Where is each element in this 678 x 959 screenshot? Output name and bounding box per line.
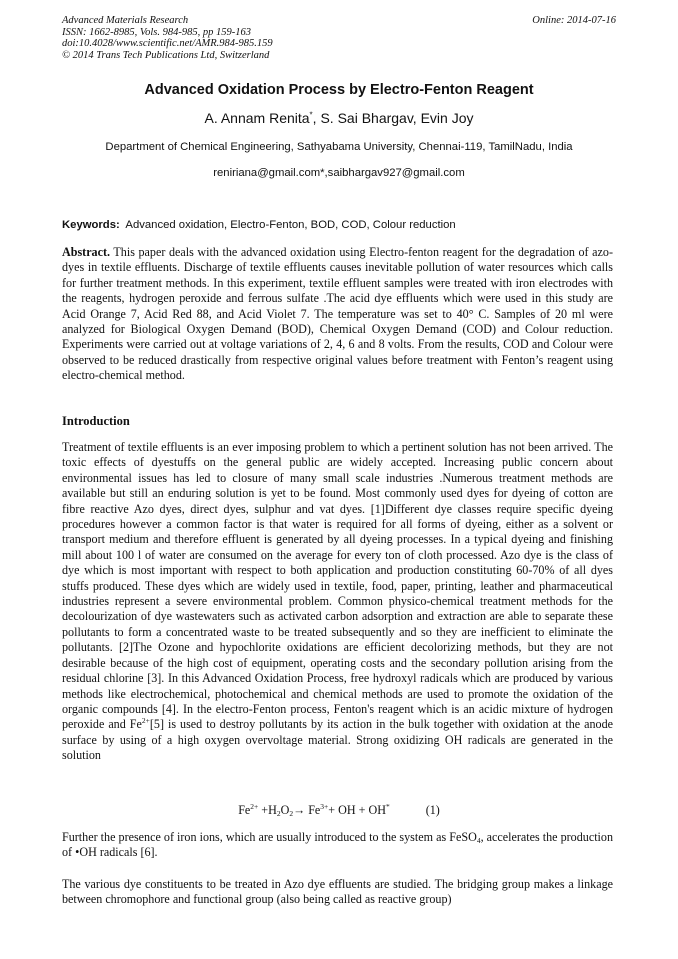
section-heading-introduction: Introduction xyxy=(62,414,130,428)
eq-term: +H xyxy=(258,803,277,817)
author-first: A. Annam Renita xyxy=(204,110,310,126)
online-date: Online: 2014-07-16 xyxy=(532,15,616,26)
paragraph-text: , accelerates the production of •OH radicals [6]. xyxy=(62,830,614,860)
keywords xyxy=(62,219,616,231)
affiliation: Department of Chemical Engineering, Sathyabama University, Chennai-119, TamilNadu, India xyxy=(105,141,573,153)
eq-term: + OH + OH xyxy=(328,803,386,817)
eq-sup: 2+ xyxy=(250,802,259,811)
author-rest: , S. Sai Bhargav, Evin Joy xyxy=(312,110,474,126)
eq-sub: 2 xyxy=(289,809,294,818)
intro-text: Treatment of textile effluents is an ever imposing problem to which a pertinent solution has not been arrived. The toxic effects of dyestuffs on the general public are widely accepted. Increasing public concern about environmental issues has led to closure of many small scale industries .Numerous treatment methods are available but still an enduring solution is yet to be found. Most commonly used dyes for dyeing of cotton are fibre reactive Azo dyes, direct dyes, sulphur and vat dyes. [1]Different dye classes require specific dyeing procedures however a common factor is that water is required for all forms of dyeing, either as a solvent or transport medium and therefore effluent is generated by all dyeing processes. In a typical dyeing and finishing mill about 100 l of water are consumed on the average for every ton of cloth processed. Azo dye is the class of dye which is most important with respect to both application and production constituting 60-70% of all dyes stuffs produced. These dyes which are widely used in textile, food, paper, printing, leather and pharmaceutical industries represent a severe environmental problem. Common physico-chemical treatment methods for the decolourization of dye wastewaters such as activated carbon adsorption and extraction are able to separate these pollutants to form a concentrated waste to be treated subsequently and so they are inefficient to eliminate the pollutants. [2]The Ozone and hypochlorite oxidations are efficient decolorizing methods, but they are not desirable because of the high cost of equipment, operating costs and the secondary pollution arising from the residual chlorine [3]. In this Advanced Oxidation Process, free hydroxyl radicals which are produced by various methods like electrochemical, photochemical and chemical methods are used to promote the oxidation of the organic compounds [4]. In the electro-Fenton process, Fenton's reagent which is an acidic mixture of hydrogen peroxide and Fe xyxy=(62,440,613,732)
introduction-paragraph xyxy=(62,440,613,764)
equation-1 xyxy=(0,803,678,818)
author-list xyxy=(0,110,678,126)
abstract xyxy=(62,245,613,384)
corresponding-mark: * xyxy=(309,110,313,120)
paper-title: Advanced Oxidation Process by Electro-Fenton Reagent xyxy=(144,82,534,98)
journal-copyright: © 2014 Trans Tech Publications Ltd, Switzerland xyxy=(62,49,270,61)
intro-text-tail: [5] is used to destroy pollutants by its action in the bulk together with oxidation at the anode surface by using of a high oxygen overvoltage material. Strong oxidizing OH radicals are generated in the solution xyxy=(62,717,613,763)
eq-term: O xyxy=(280,803,290,817)
journal-doi: doi:10.4028/www.scientific.net/AMR.984-985.159 xyxy=(62,38,273,49)
eq-sub: 2 xyxy=(276,809,281,818)
keywords-text: Advanced oxidation, Electro-Fenton, BOD, COD, Colour reduction xyxy=(125,219,456,231)
keywords-label: Keywords: xyxy=(62,219,120,231)
abstract-text: This paper deals with the advanced oxidation using Electro-fenton reagent for the degradation of azo-dyes in textile effluents. Discharge of textile effluents causes inevitable pollution of water resources which calls for further treatment methods. In this experiment, textile effluent samples were treated with iron electrodes with the reagents, hydrogen peroxide and ferrous sulfate .The acid dye effluents which were used in this study are Acid Orange 7, Acid Red 88, and Acid Violet 7. The temperature was set to 40° C. Samples of 20 ml were analyzed for Biological Oxygen Demand (BOD), Chemical Oxygen Demand (COD) and Colour reduction. Experiments were carried out at voltage variations of 2, 4, 6 and 8 volts. From the results, COD and Colour were observed to be reduced drastically from respective original values before treatment with Fenton’s reagent using electro-chemical method. xyxy=(62,245,613,383)
eq-sup: 3+ xyxy=(320,802,329,811)
journal-header xyxy=(62,15,616,61)
eq-sup: * xyxy=(385,802,390,811)
eq-term: → Fe xyxy=(293,803,321,817)
paragraph-subscript: 4 xyxy=(476,836,481,845)
paragraph-text: Further the presence of iron ions, which are usually introduced to the system as FeSO xyxy=(62,830,477,844)
abstract-label: Abstract. xyxy=(62,245,111,259)
journal-issn: ISSN: 1662-8985, Vols. 984-985, pp 159-163 xyxy=(62,26,251,38)
intro-superscript: 2+ xyxy=(141,716,150,726)
journal-name: Advanced Materials Research xyxy=(62,15,189,26)
email-addresses: reniriana@gmail.com*,saibhargav927@gmail.com xyxy=(213,167,465,179)
eq-term: Fe xyxy=(238,803,251,817)
paragraph-dye-constituents: The various dye constituents to be treated in Azo dye effluents are studied. The bridging group makes a linkage between chromophore and functional group (also being called as reactive group) xyxy=(62,877,613,907)
equation-number: (1) xyxy=(425,803,440,817)
paragraph-iron-ions xyxy=(62,830,613,861)
